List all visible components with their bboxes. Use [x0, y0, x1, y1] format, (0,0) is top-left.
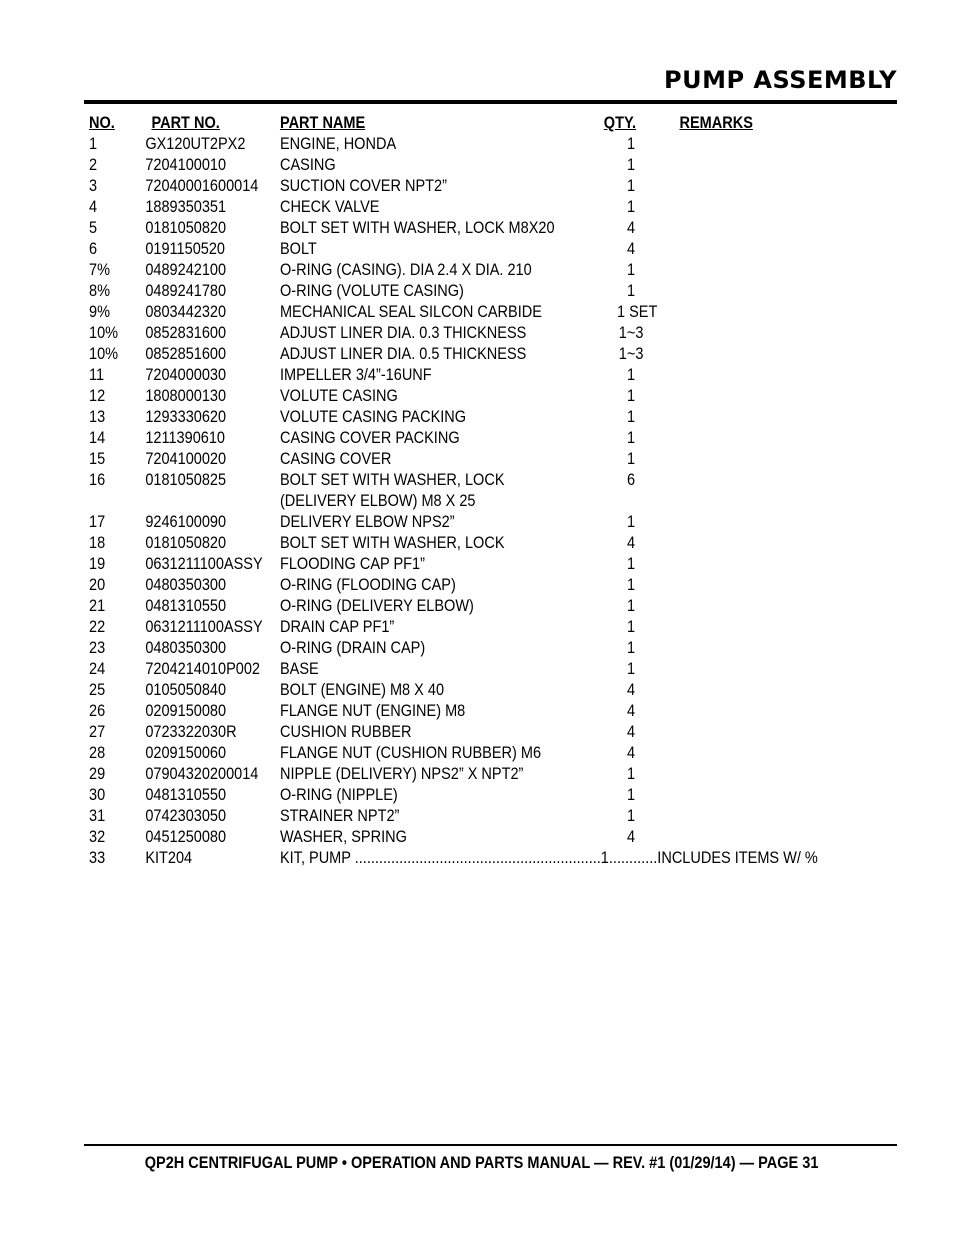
part-number: 0852851600 [145, 345, 227, 363]
part-name: CASING [279, 156, 336, 174]
quantity: 1 [627, 366, 636, 384]
part-name: FLOODING CAP PF1” [279, 555, 425, 573]
part-name: BOLT [279, 240, 317, 258]
part-number: 9246100090 [145, 513, 227, 531]
part-no-index: 19 [89, 555, 106, 573]
table-row [89, 638, 863, 659]
part-no-index: 14 [89, 429, 106, 447]
table-row [89, 617, 863, 638]
table-row [89, 323, 863, 344]
part-name: CHECK VALVE [279, 198, 380, 216]
table-row [89, 239, 863, 260]
part-number: 0480350300 [145, 639, 227, 657]
part-name: O-RING (VOLUTE CASING) [279, 282, 464, 300]
part-name: BOLT SET WITH WASHER, LOCK [279, 534, 505, 552]
table-row [89, 281, 863, 302]
part-number: 0723322030R [145, 723, 237, 741]
part-no-index: 17 [89, 513, 106, 531]
table-row [89, 743, 863, 764]
header-part-name: PART NAME [279, 114, 366, 132]
quantity: 4 [627, 744, 636, 762]
quantity: 1 [627, 177, 636, 195]
part-no-index: 22 [89, 618, 106, 636]
part-name: MECHANICAL SEAL SILCON CARBIDE [279, 303, 542, 321]
part-number: 07904320200014 [145, 765, 259, 783]
table-row [89, 428, 863, 449]
table-row [89, 596, 863, 617]
quantity: 1 [627, 198, 636, 216]
table-row [89, 764, 863, 785]
quantity: 1 [627, 450, 636, 468]
part-no-index: 4 [89, 198, 98, 216]
part-no-index: 10% [89, 324, 119, 342]
part-no-index: 21 [89, 597, 106, 615]
part-number: 0481310550 [145, 786, 227, 804]
part-name: O-RING (FLOODING CAP) [279, 576, 456, 594]
part-name: ADJUST LINER DIA. 0.5 THICKNESS [279, 345, 527, 363]
part-name: O-RING (DELIVERY ELBOW) [279, 597, 474, 615]
table-row [89, 512, 863, 533]
table-row [89, 554, 863, 575]
part-name: BOLT (ENGINE) M8 X 40 [279, 681, 445, 699]
quantity: 1 [627, 660, 636, 678]
quantity: 1 [627, 387, 636, 405]
part-name: ADJUST LINER DIA. 0.3 THICKNESS [279, 324, 527, 342]
part-number: 0181050825 [145, 471, 227, 489]
kit-no: 33 [89, 849, 106, 867]
table-row [89, 302, 863, 323]
quantity: 1 [627, 576, 636, 594]
quantity: 1 [627, 786, 636, 804]
quantity: 4 [627, 681, 636, 699]
part-number: 0742303050 [145, 807, 227, 825]
part-number: 1889350351 [145, 198, 227, 216]
table-row [89, 806, 863, 827]
part-no-index: 2 [89, 156, 98, 174]
page-title: PUMP ASSEMBLY [664, 66, 897, 94]
part-no-index: 8% [89, 282, 110, 300]
quantity: 6 [627, 471, 636, 489]
table-row [89, 344, 863, 365]
part-no-index: 10% [89, 345, 119, 363]
quantity: 1~3 [618, 345, 644, 363]
header-qty: QTY. [603, 114, 637, 132]
table-row [89, 134, 863, 155]
quantity: 4 [627, 240, 636, 258]
part-name: CUSHION RUBBER [279, 723, 412, 741]
part-number: 7204214010P002 [145, 660, 260, 678]
part-number: 0209150060 [145, 744, 227, 762]
header-no: NO. [89, 114, 115, 132]
part-number: 0209150080 [145, 702, 227, 720]
part-name: FLANGE NUT (ENGINE) M8 [279, 702, 466, 720]
part-number: 0489242100 [145, 261, 227, 279]
part-no-index: 12 [89, 387, 106, 405]
table-row [89, 218, 863, 239]
quantity: 1 [627, 597, 636, 615]
part-name: WASHER, SPRING [279, 828, 407, 846]
table-row [89, 533, 863, 554]
part-name: BASE [279, 660, 319, 678]
part-name: DRAIN CAP PF1” [279, 618, 395, 636]
part-number: 7204100010 [145, 156, 227, 174]
part-no-index: 24 [89, 660, 106, 678]
part-no-index: 20 [89, 576, 106, 594]
table-row [89, 785, 863, 806]
part-name: DELIVERY ELBOW NPS2” [279, 513, 455, 531]
quantity: 1 SET [617, 303, 658, 321]
quantity: 1 [627, 429, 636, 447]
part-number: 0631211100ASSY [145, 555, 263, 573]
quantity: 4 [627, 702, 636, 720]
quantity: 1 [627, 639, 636, 657]
table-row [89, 491, 863, 512]
parts-rows [89, 134, 863, 848]
table-row [89, 155, 863, 176]
part-no-index: 18 [89, 534, 106, 552]
quantity: 4 [627, 723, 636, 741]
parts-list-header [89, 113, 863, 134]
part-no-index: 26 [89, 702, 106, 720]
part-number: 0481310550 [145, 597, 227, 615]
quantity: 4 [627, 828, 636, 846]
part-no-index: 27 [89, 723, 106, 741]
table-row [89, 260, 863, 281]
table-row [89, 449, 863, 470]
part-number: 1293330620 [145, 408, 227, 426]
quantity: 1 [627, 135, 636, 153]
part-no-index: 6 [89, 240, 98, 258]
part-no-index: 15 [89, 450, 106, 468]
part-number: 0181050820 [145, 534, 227, 552]
part-name: VOLUTE CASING [279, 387, 398, 405]
part-number: 0105050840 [145, 681, 227, 699]
part-number: 7204000030 [145, 366, 227, 384]
quantity: 1 [627, 765, 636, 783]
part-number: 0631211100ASSY [145, 618, 263, 636]
part-no-index: 28 [89, 744, 106, 762]
part-name: VOLUTE CASING PACKING [279, 408, 467, 426]
part-no-index: 31 [89, 807, 106, 825]
part-no-index: 7% [89, 261, 110, 279]
part-no-index: 23 [89, 639, 106, 657]
table-row [89, 176, 863, 197]
part-number: 0803442320 [145, 303, 227, 321]
quantity: 4 [627, 534, 636, 552]
part-name: SUCTION COVER NPT2” [279, 177, 447, 195]
part-no-index: 9% [89, 303, 110, 321]
part-name: O-RING (DRAIN CAP) [279, 639, 426, 657]
part-name: FLANGE NUT (CUSHION RUBBER) M6 [279, 744, 542, 762]
part-name: BOLT SET WITH WASHER, LOCK [279, 471, 505, 489]
parts-list [89, 113, 863, 869]
quantity: 1 [627, 618, 636, 636]
part-name: IMPELLER 3/4”-16UNF [279, 366, 432, 384]
part-no-index: 11 [89, 366, 105, 384]
header-remarks: REMARKS [679, 114, 753, 132]
kit-part-no: KIT204 [145, 849, 193, 867]
part-name: BOLT SET WITH WASHER, LOCK M8X20 [279, 219, 555, 237]
quantity: 1 [627, 807, 636, 825]
header-part-no: PART NO. [151, 114, 220, 132]
part-name: NIPPLE (DELIVERY) NPS2” X NPT2” [279, 765, 524, 783]
part-name: ENGINE, HONDA [279, 135, 397, 153]
table-row [89, 575, 863, 596]
quantity: 1 [627, 282, 636, 300]
table-row [89, 659, 863, 680]
quantity: 4 [627, 219, 636, 237]
part-number: 0480350300 [145, 576, 227, 594]
table-row [89, 386, 863, 407]
part-number: 0191150520 [145, 240, 226, 258]
quantity: 1 [627, 261, 636, 279]
part-name: CASING COVER PACKING [279, 429, 460, 447]
table-row [89, 197, 863, 218]
table-row [89, 365, 863, 386]
part-no-index: 25 [89, 681, 106, 699]
kit-line: KIT, PUMP .............................................................1............INCLUDES ITEMS W/ % [279, 849, 818, 867]
table-row [89, 680, 863, 701]
part-no-index: 1 [89, 135, 98, 153]
part-no-index: 16 [89, 471, 106, 489]
part-number: 1211390610 [145, 429, 226, 447]
part-name: O-RING (CASING). DIA 2.4 X DIA. 210 [279, 261, 532, 279]
part-name: STRAINER NPT2” [279, 807, 400, 825]
part-number: 1808000130 [145, 387, 227, 405]
quantity: 1 [627, 513, 636, 531]
quantity: 1 [627, 555, 636, 573]
table-row [89, 470, 863, 491]
part-no-index: 13 [89, 408, 106, 426]
top-rule [84, 100, 897, 104]
part-no-index: 29 [89, 765, 106, 783]
part-number: 0489241780 [145, 282, 227, 300]
part-name: (DELIVERY ELBOW) M8 X 25 [279, 492, 476, 510]
part-no-index: 3 [89, 177, 98, 195]
table-row [89, 701, 863, 722]
part-name: O-RING (NIPPLE) [279, 786, 398, 804]
table-row [89, 827, 863, 848]
quantity: 1~3 [618, 324, 644, 342]
page-footer: QP2H CENTRIFUGAL PUMP • OPERATION AND PARTS MANUAL — REV. #1 (01/29/14) — PAGE 31 [144, 1154, 819, 1172]
part-no-index: 30 [89, 786, 106, 804]
part-no-index: 32 [89, 828, 106, 846]
table-row [89, 722, 863, 743]
quantity: 1 [627, 408, 636, 426]
part-no-index: 5 [89, 219, 98, 237]
part-number: 0852831600 [145, 324, 227, 342]
part-name: CASING COVER [279, 450, 392, 468]
part-number: GX120UT2PX2 [145, 135, 246, 153]
part-number: 0181050820 [145, 219, 227, 237]
part-number: 0451250080 [145, 828, 227, 846]
kit-row [89, 848, 863, 869]
part-number: 72040001600014 [145, 177, 259, 195]
bottom-rule [84, 1144, 897, 1146]
quantity: 1 [627, 156, 636, 174]
part-number: 7204100020 [145, 450, 227, 468]
table-row [89, 407, 863, 428]
